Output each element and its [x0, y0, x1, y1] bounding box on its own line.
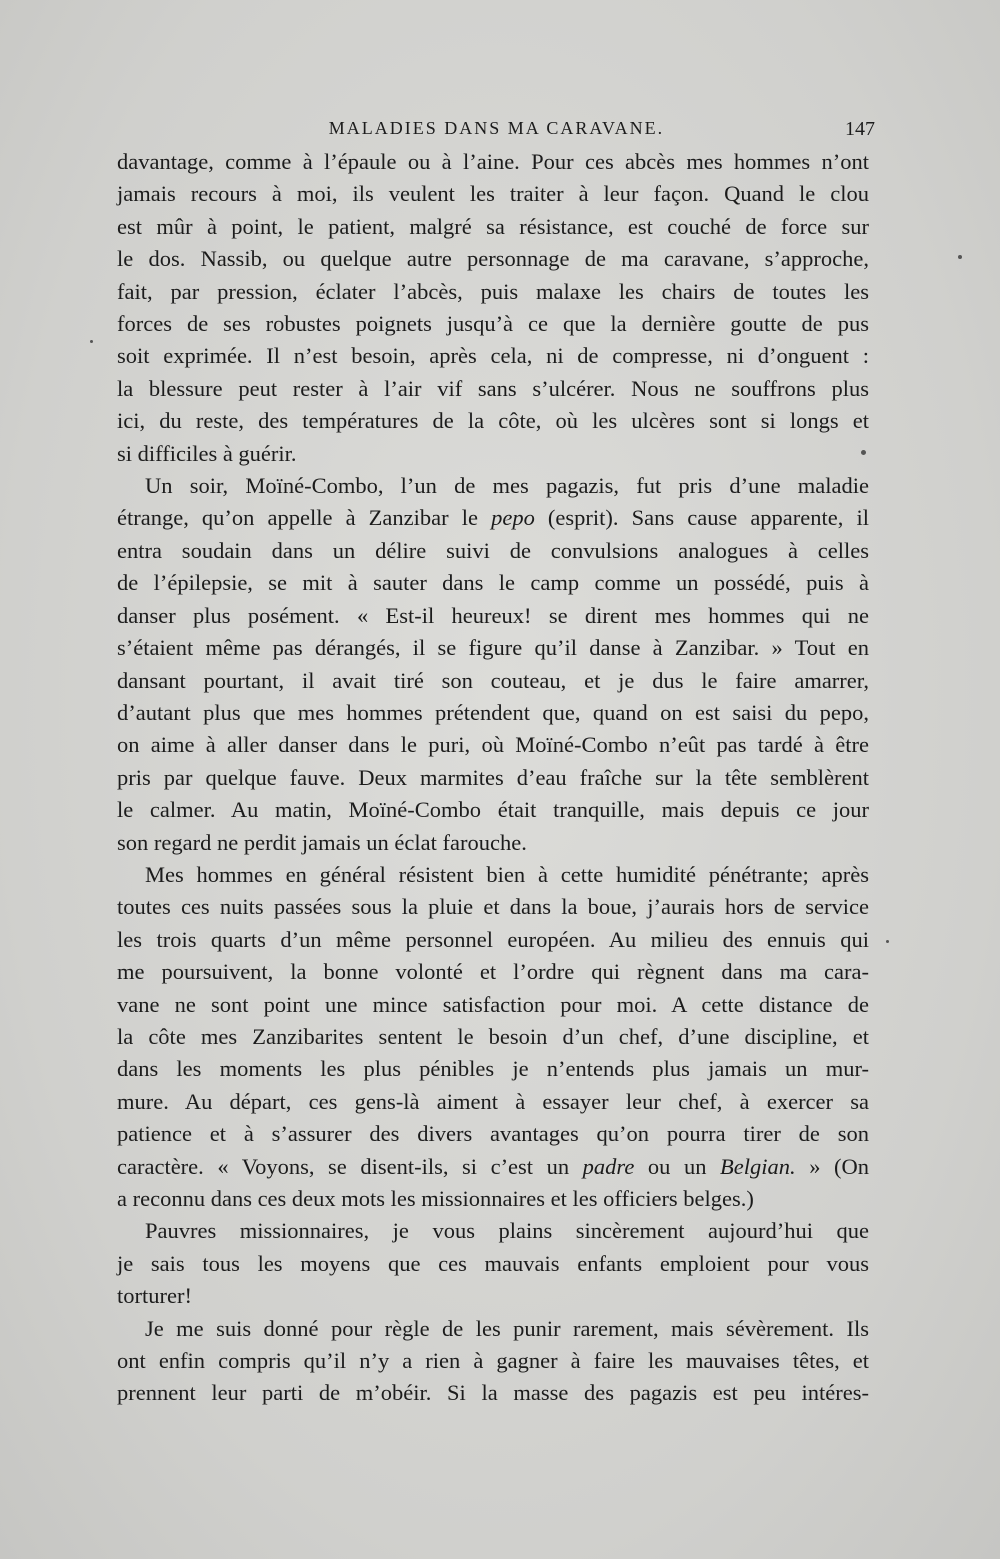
text-line: entra soudain dans un délire suivi de convulsions analogues à celles [117, 537, 869, 563]
print-speck [958, 255, 962, 259]
text-line: jamais recours à moi, ils veulent les traiter à leur façon. Quand le clou [117, 181, 869, 207]
text-line: danser plus posément. « Est-il heureux! se dirent mes hommes qui ne [117, 602, 869, 628]
print-speck [90, 340, 93, 343]
running-title: MALADIES DANS MA CARAVANE. [328, 118, 665, 138]
text-line: vane ne sont point une mince satisfaction pour moi. A cette distance de [117, 991, 869, 1017]
text-line: caractère. « Voyons, se disent-ils, si c’est un padre ou un Belgian. » (On [117, 1153, 869, 1179]
text-line: toutes ces nuits passées sous la pluie et dans la boue, j’aurais hors de service [117, 894, 869, 920]
text-line: fait, par pression, éclater l’abcès, puis malaxe les chairs de toutes les [117, 278, 869, 304]
text-line: le calmer. Au matin, Moïné-Combo était tranquille, mais depuis ce jour [117, 797, 869, 823]
text-line: Mes hommes en général résistent bien à cette humidité pénétrante; après [145, 861, 869, 887]
text-line: est mûr à point, le patient, malgré sa résistance, est couché de force sur [117, 213, 869, 239]
text-line: les trois quarts d’un même personnel européen. Au milieu des ennuis qui [117, 926, 869, 952]
running-head [118, 118, 875, 142]
text-line: torturer! [117, 1283, 192, 1309]
text-line: a reconnu dans ces deux mots les missionnaires et les officiers belges.) [117, 1186, 754, 1211]
text-line: s’étaient même pas dérangés, il se figure qu’il danse à Zanzibar. » Tout en [117, 635, 869, 661]
text-line: son regard ne perdit jamais un éclat farouche. [117, 829, 527, 855]
text-line: soit exprimée. Il n’est besoin, après cela, ni de compresse, ni d’onguent : [117, 343, 869, 369]
text-line: de l’épilepsie, se mit à sauter dans le camp comme un possédé, puis à [117, 570, 869, 596]
text-line: dansant pourtant, il avait tiré son couteau, et je dus le faire amarrer, [117, 667, 869, 693]
text-line: je sais tous les moyens que ces mauvais enfants emploient pour vous [117, 1250, 869, 1276]
page-number: 147 [845, 118, 875, 140]
text-line: le dos. Nassib, ou quelque autre personnage de ma caravane, s’approche, [117, 246, 869, 272]
text-line: Je me suis donné pour règle de les punir rarement, mais sévèrement. Ils [145, 1315, 869, 1341]
text-line: ont enfin compris qu’il n’y a rien à gagner à faire les mauvaises têtes, et [117, 1348, 869, 1374]
paragraph [117, 1215, 869, 1312]
paragraph [117, 1313, 869, 1410]
text-line: ici, du reste, des températures de la côte, où les ulcères sont si longs et [117, 408, 869, 434]
text-line: Pauvres missionnaires, je vous plains sincèrement aujourd’hui que [145, 1218, 869, 1244]
text-line: étrange, qu’on appelle à Zanzibar le pepo (esprit). Sans cause apparente, il [117, 505, 869, 531]
text-line: la blessure peut rester à l’air vif sans s’ulcérer. Nous ne souffrons plus [117, 375, 869, 401]
text-line: patience et à s’assurer des divers avantages qu’on pourra tirer de son [117, 1121, 869, 1147]
text-line: davantage, comme à l’épaule ou à l’aine. Pour ces abcès mes hommes n’ont [117, 149, 869, 174]
text-line: mure. Au départ, ces gens-là aiment à essayer leur chef, à exercer sa [117, 1088, 869, 1114]
print-speck [886, 940, 889, 943]
body-text [117, 146, 869, 1410]
paragraph [117, 859, 869, 1215]
text-line: forces de ses robustes poignets jusqu’à ce que la dernière goutte de pus [117, 311, 869, 337]
text-line: on aime à aller danser dans le puri, où Moïné-Combo n’eût pas tardé à être [117, 732, 869, 758]
text-line: dans les moments les plus pénibles je n’entends plus jamais un mur- [117, 1056, 869, 1082]
text-line: prennent leur parti de m’obéir. Si la masse des pagazis est peu intéres- [117, 1380, 869, 1406]
text-line: si difficiles à guérir. [117, 440, 297, 466]
text-line: Un soir, Moïné-Combo, l’un de mes pagazis, fut pris d’une maladie [145, 473, 869, 499]
paragraph [117, 470, 869, 859]
text-line: la côte mes Zanzibarites sentent le besoin d’un chef, d’une discipline, et [117, 1023, 869, 1049]
print-speck [861, 450, 866, 455]
text-line: me poursuivent, la bonne volonté et l’ordre qui règnent dans ma cara- [117, 959, 869, 985]
text-line: d’autant plus que mes hommes prétendent que, quand on est saisi du pepo, [117, 699, 869, 725]
paragraph [117, 146, 869, 470]
text-line: pris par quelque fauve. Deux marmites d’eau fraîche sur la tête semblèrent [117, 764, 869, 790]
